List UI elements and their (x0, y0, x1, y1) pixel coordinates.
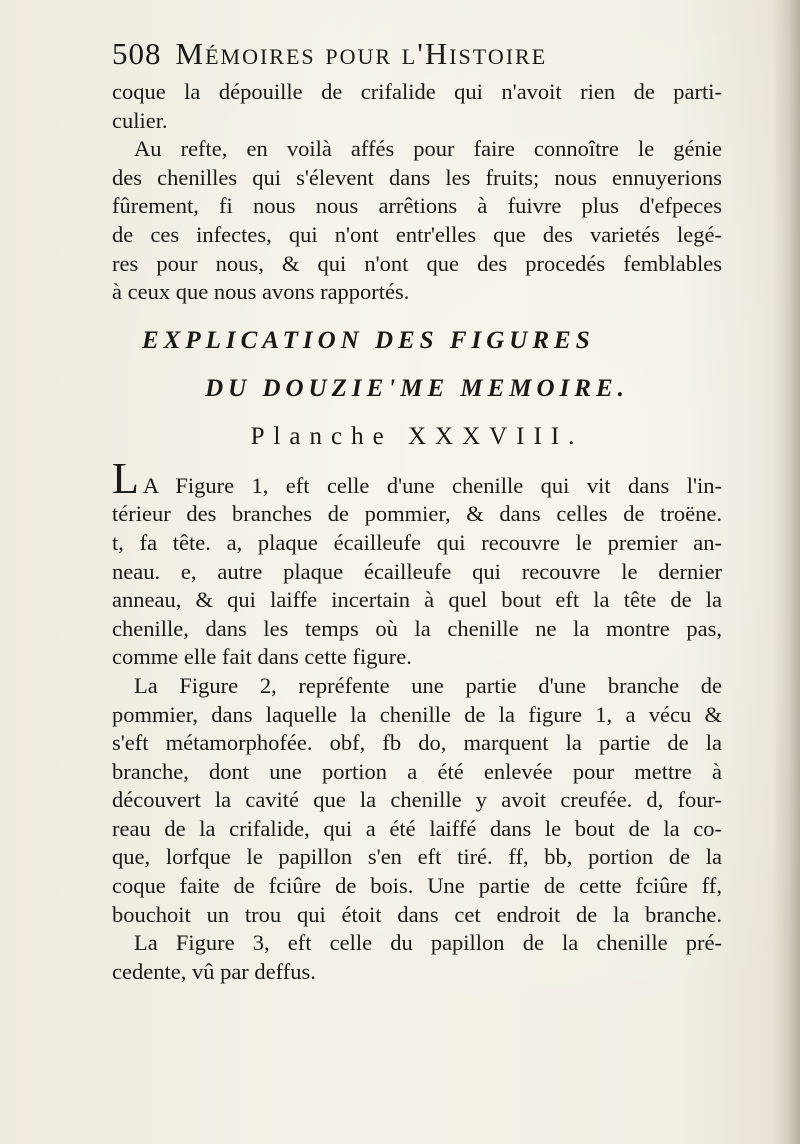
text-line: fûrement, fi nous nous arrêtions à fuivre plus d'efpeces (112, 193, 722, 219)
figure-2-description (112, 672, 722, 929)
text-line: cedente, vû par deffus. (112, 958, 316, 984)
drop-cap: L (112, 453, 139, 503)
text-line: de ces infectes, qui n'ont entr'elles que des varietés legé- (112, 221, 722, 247)
intro-paragraph (112, 78, 722, 135)
text-line: branche, dont une portion a été enlevée pour mettre à (112, 758, 722, 784)
text-line: comme elle fait dans cette figure. (112, 644, 412, 670)
section-subtitle: DU DOUZIE'ME MEMOIRE. (205, 374, 629, 402)
section-title: EXPLICATION DES FIGURES (142, 326, 595, 354)
page-content (112, 36, 722, 986)
text-line (112, 453, 722, 503)
text-line: pommier, dans laquelle la chenille de la figure 1, a vécu & (112, 701, 722, 727)
text-line: La Figure 2, repréfente une partie d'une branche de (134, 672, 722, 698)
page-number: 508 (112, 36, 162, 71)
running-header (112, 36, 722, 76)
text-line: anneau, & qui laiffe incertain à quel bout eft la tête de la (112, 587, 722, 613)
text-line: culier. (112, 107, 168, 133)
text-line: bouchoit un trou qui étoit dans cet endroit de la branche. (112, 901, 722, 927)
text-line: à ceux que nous avons rapportés. (112, 279, 410, 305)
text-line: La Figure 3, eft celle du papillon de la chenille pré- (134, 930, 722, 956)
text-line: neau. e, autre plaque écailleufe qui recouvre le dernier (112, 558, 722, 584)
text-line: coque la dépouille de crifalide qui n'avoit rien de parti- (112, 79, 722, 104)
page-edge-shadow (772, 0, 800, 1144)
paragraph-conclusion (112, 135, 722, 307)
text-line: coque faite de fciûre de bois. Une partie de cette fciûre ff, (112, 873, 722, 899)
text-line-body: A Figure 1, eft celle d'une chenille qui vit dans l'in- (142, 472, 722, 498)
figure-3-description (112, 929, 722, 986)
text-line: reau de la crifalide, qui a été laiffé dans le bout de la co- (112, 815, 722, 841)
text-line: des chenilles qui s'élevent dans les fruits; nous ennuyerions (112, 164, 722, 190)
text-line: découvert la cavité que la chenille y avoit creufée. d, four- (112, 787, 722, 813)
text-line: térieur des branches de pommier, & dans celles de troëne. (112, 501, 722, 527)
text-line: chenille, dans les temps où la chenille ne la montre pas, (112, 615, 722, 641)
running-title: Mémoires pour l'Histoire (175, 36, 548, 71)
text-line: s'eft métamorphofée. obf, fb do, marquent la partie de la (112, 730, 722, 756)
text-line: Au refte, en voilà affés pour faire connoître le génie (134, 136, 722, 162)
figure-1-description (112, 453, 722, 672)
text-line: t, fa tête. a, plaque écailleufe qui recouvre le premier an- (112, 529, 722, 555)
plate-heading: Planche XXXVIII. (250, 422, 584, 450)
text-line: res pour nous, & qui n'ont que des procedés femblables (112, 250, 722, 276)
text-line: que, lorfque le papillon s'en eft tiré. ff, bb, portion de la (112, 844, 722, 870)
